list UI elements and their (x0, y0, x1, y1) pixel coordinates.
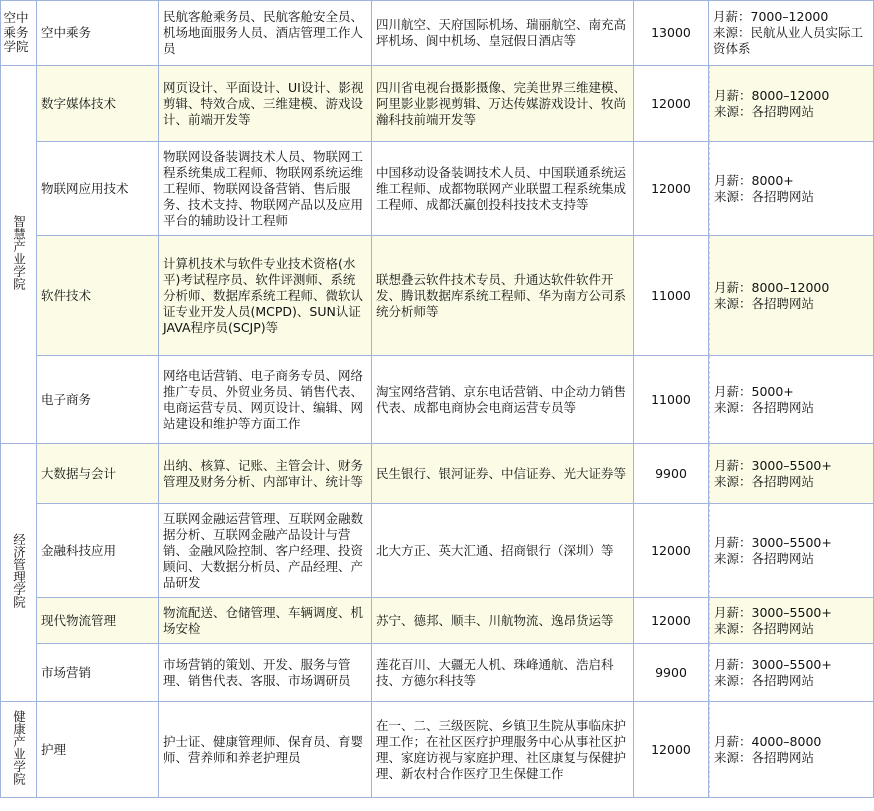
salary-cell: 13000 (634, 0, 709, 66)
jobs-cell: 护士证、健康管理师、保育员、育婴师、营养师和养老护理员 (159, 702, 372, 798)
pay-range: 月薪：3000–5500+ (714, 604, 832, 620)
college-name: 经济管理学院 (11, 533, 27, 608)
pay-source: 来源：各招聘网站 (714, 399, 815, 415)
pay-range: 月薪：7000–12000 (713, 9, 829, 24)
pay-cell (709, 444, 874, 504)
pay-cell (709, 598, 874, 644)
jobs-cell: 物流配送、仓储管理、车辆调度、机场安检 (159, 598, 372, 644)
college-cell (0, 444, 37, 702)
pay-source: 来源：各招聘网站 (714, 620, 815, 636)
jobs-cell: 计算机技术与软件专业技术资格(水平)考试程序员、软件评测师、系统分析师、数据库系统工程师、微软认证专业开发人员(MCPD)、SUN认证JAVA程序员(SCJP)等 (159, 236, 372, 356)
jobs-cell: 网络电话营销、电子商务专员、网络推广专员、外贸业务员、销售代表、电商运营专员、网页设计、编辑、网站建设和维护等方面工作 (159, 356, 372, 444)
table-row (0, 356, 874, 444)
jobs-cell: 民航客舱乘务员、民航客舱安全员、机场地面服务人员、酒店管理工作人员 (159, 0, 372, 66)
employers-cell: 苏宁、德邦、顺丰、川航物流、逸昂货运等 (372, 598, 634, 644)
pay-cell (709, 142, 874, 236)
major-cell: 数字媒体技术 (37, 66, 159, 142)
salary-cell: 11000 (634, 356, 709, 444)
pay-source: 来源：各招聘网站 (714, 550, 815, 566)
salary-cell: 12000 (634, 66, 709, 142)
pay-cell (709, 236, 874, 356)
employers-cell: 联想叠云软件技术专员、升通达软件软件开发、腾讯数据库系统工程师、华为南方公司系统分析师等 (372, 236, 634, 356)
employers-cell: 在一、二、三级医院、乡镇卫生院从事临床护理工作；在社区医疗护理服务中心从事社区护理、家庭访视与家庭护理、社区康复与保健护理、新农村合作医疗卫生保健工作 (372, 702, 634, 798)
table-row (0, 702, 874, 798)
pay-range: 月薪：8000+ (714, 172, 794, 188)
pay-source: 来源：各招聘网站 (714, 473, 815, 489)
table-row (0, 66, 874, 142)
college-name: 空中乘务学院 (3, 10, 29, 54)
employers-cell: 淘宝网络营销、京东电话营销、中企动力销售代表、成都电商协会电商运营专员等 (372, 356, 634, 444)
pay-cell (709, 504, 874, 598)
pay-source: 来源：各招聘网站 (714, 295, 815, 311)
major-cell: 现代物流管理 (37, 598, 159, 644)
salary-cell: 9900 (634, 644, 709, 702)
jobs-cell: 网页设计、平面设计、UI设计、影视剪辑、特效合成、三维建模、游戏设计、前端开发等 (159, 66, 372, 142)
pay-range: 月薪：3000–5500+ (714, 656, 832, 672)
jobs-cell: 市场营销的策划、开发、服务与管理、销售代表、客服、市场调研员 (159, 644, 372, 702)
jobs-cell: 出纳、核算、记账、主管会计、财务管理及财务分析、内部审计、统计等 (159, 444, 372, 504)
pay-source: 来源：各招聘网站 (714, 103, 815, 119)
salary-cell: 9900 (634, 444, 709, 504)
pay-cell (709, 356, 874, 444)
pay-source: 来源：民航从业人员实际工资体系 (713, 25, 864, 56)
employers-cell: 中国移动设备装调技术人员、中国联通系统运维工程师、成都物联网产业联盟工程系统集成工程师、成都沃赢创投科技技术支持等 (372, 142, 634, 236)
salary-cell: 11000 (634, 236, 709, 356)
salary-cell: 12000 (634, 504, 709, 598)
major-cell: 空中乘务 (37, 0, 159, 66)
employers-cell: 民生银行、银河证券、中信证券、光大证券等 (372, 444, 634, 504)
college-cell (0, 0, 37, 66)
pay-source: 来源：各招聘网站 (714, 188, 815, 204)
employers-cell: 莲花百川、大疆无人机、珠峰通航、浩启科技、方德尔科技等 (372, 644, 634, 702)
pay-source: 来源：各招聘网站 (714, 749, 815, 765)
major-cell: 物联网应用技术 (37, 142, 159, 236)
salary-cell: 12000 (634, 142, 709, 236)
college-cell (0, 702, 37, 798)
major-cell: 护理 (37, 702, 159, 798)
pay-source: 来源：各招聘网站 (714, 672, 815, 688)
jobs-cell: 物联网设备装调技术人员、物联网工程系统集成工程师、物联网系统运维工程师、物联网设备营销、售后服务、技术支持、物联网产品以及应用平台的辅助设计工程师 (159, 142, 372, 236)
pay-cell (709, 66, 874, 142)
employers-cell: 四川航空、天府国际机场、瑞丽航空、南充高坪机场、阆中机场、皇冠假日酒店等 (372, 0, 634, 66)
pay-range: 月薪：8000–12000 (714, 279, 830, 295)
pay-cell (709, 0, 874, 66)
employers-cell: 四川省电视台摄影摄像、完美世界三维建模、阿里影业影视剪辑、万达传媒游戏设计、牧尚瀚科技前端开发等 (372, 66, 634, 142)
jobs-cell: 互联网金融运营管理、互联网金融数据分析、互联网金融产品设计与营销、金融风险控制、客户经理、投资顾问、大数据分析员、产品经理、产品研发 (159, 504, 372, 598)
table-row (0, 598, 874, 644)
college-name: 智慧产业学院 (11, 215, 27, 290)
table-row (0, 236, 874, 356)
pay-range: 月薪：3000–5500+ (714, 534, 832, 550)
pay-range: 月薪：5000+ (714, 383, 794, 399)
major-cell: 软件技术 (37, 236, 159, 356)
employers-cell: 北大方正、英大汇通、招商银行（深圳）等 (372, 504, 634, 598)
salary-cell: 12000 (634, 598, 709, 644)
major-cell: 大数据与会计 (37, 444, 159, 504)
pay-range: 月薪：4000–8000 (714, 733, 822, 749)
table-row (0, 504, 874, 598)
table-row (0, 0, 874, 66)
major-cell: 电子商务 (37, 356, 159, 444)
table-row (0, 444, 874, 504)
salary-cell: 12000 (634, 702, 709, 798)
table-row (0, 644, 874, 702)
major-cell: 市场营销 (37, 644, 159, 702)
pay-cell (709, 644, 874, 702)
pay-range: 月薪：8000–12000 (714, 87, 830, 103)
pay-range: 月薪：3000–5500+ (714, 457, 832, 473)
college-name: 健康产业学院 (11, 710, 27, 785)
major-cell: 金融科技应用 (37, 504, 159, 598)
table-row (0, 142, 874, 236)
college-cell (0, 66, 37, 444)
pay-cell (709, 702, 874, 798)
